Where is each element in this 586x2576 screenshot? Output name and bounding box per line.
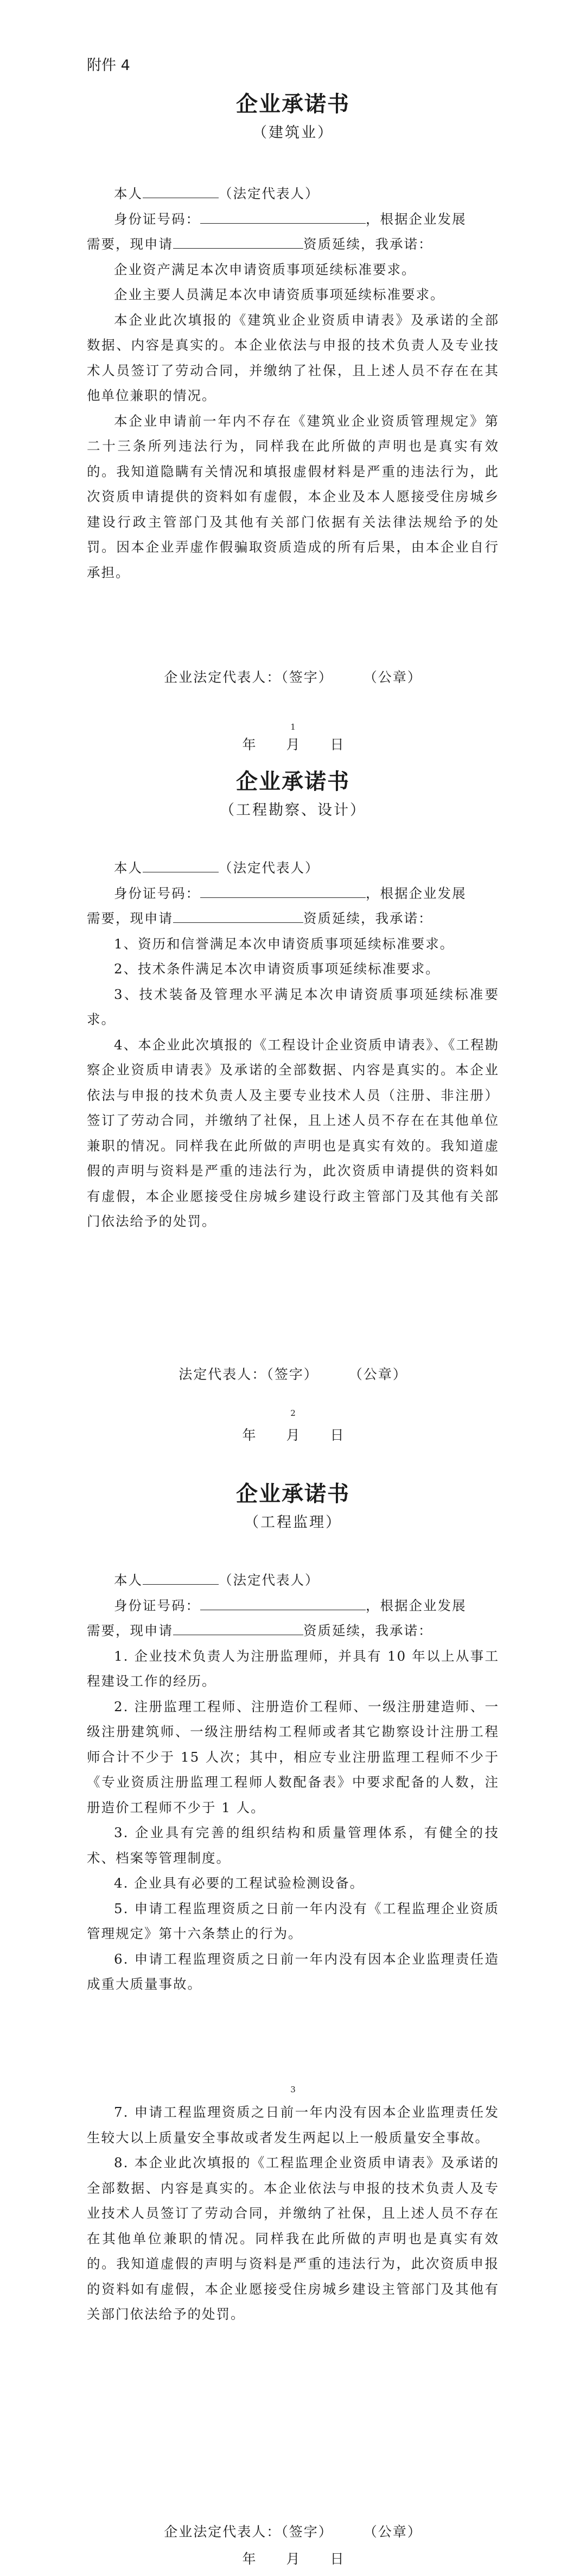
commitment-paragraph: 企业资产满足本次申请资质事项延续标准要求。 [114,261,416,277]
application-line: 需要，现申请 资质延续，我承诺： [87,232,499,257]
page-number: 3 [290,2085,296,2094]
id-number-blank [200,209,366,224]
commitment-item: 8. 本企业此次填报的《工程监理企业资质申请表》及承诺的全部数据、内容是真实的。本企业依法与申报的技术负责人及专业技术人员签订了劳动合同，并缴纳了社保，且上述人员不存在在其他单位兼职的情况。同样我在此所做的声明也是真实有效的。我知道虚假的声明与资料是严重的违法行为，此次资质申报的资料如有虚假，本企业愿接受住房城乡建设主管部门及其他有关部门依法给予的处罚。 [87,2155,499,2322]
signature-line: 企业法定代表人：（签字） （公章） [164,2524,422,2540]
signature-line: 企业法定代表人：（签字） （公章） [164,669,422,685]
commitment-paragraph: 本企业申请前一年内不存在《建筑业企业资质管理规定》第二十三条所列违法行为，同样我在此所做的声明也是真实有效的。我知道隐瞒有关情况和填报虚假材料是严重的违法行为，此次资质申请提供的资料如有虚假，本企业及本人愿接受住房城乡建设行政主管部门及其他有关部门依据有关法律法规给予的处罚。因本企业弄虚作假骗取资质造成的所有后果，由本企业自行承担。 [87,413,499,580]
letter-subtitle: （建筑业） [252,124,334,141]
representative-line: 本人 （法定代表人） [87,856,499,881]
name-blank [143,183,219,198]
letter-title: 企业承诺书 [236,769,350,794]
commitment-item: 7. 申请工程监理资质之日前一年内没有因本企业监理责任发生较大以上质量安全事故或者发生两起以上一般质量安全事故。 [87,2104,499,2145]
letter-subtitle: （工程勘察、设计） [220,802,366,819]
letter-body-continued [87,2100,499,2327]
commitment-item: 3、技术装备及管理水平满足本次申请资质事项延续标准要求。 [87,986,499,1027]
commitment-item: 5. 申请工程监理资质之日前一年内没有《工程监理企业资质管理规定》第十六条禁止的行为。 [87,1900,499,1941]
commitment-item: 3. 企业具有完善的组织结构和质量管理体系，有健全的技术、档案等管理制度。 [87,1825,499,1866]
application-line: 需要，现申请 资质延续，我承诺： [87,1618,499,1644]
page-number: 1 [290,722,296,732]
date-line: 年 月 日 [242,1427,344,1443]
attachment-label: 附件 4 [87,57,130,74]
commitment-item: 1. 企业技术负责人为注册监理师，并具有 10 年以上从事工程建设工作的经历。 [87,1648,499,1689]
qualification-blank [173,908,303,923]
commitment-paragraph: 企业主要人员满足本次申请资质事项延续标准要求。 [114,287,445,302]
letter-title: 企业承诺书 [236,1481,350,1507]
signature-line: 法定代表人：（签字） （公章） [179,1366,407,1382]
name-blank [143,858,219,872]
representative-line: 本人 （法定代表人） [87,181,499,207]
qualification-blank [173,234,303,249]
letter-body [87,1568,499,1997]
commitment-item: 2、技术条件满足本次申请资质事项延续标准要求。 [114,961,440,977]
commitment-item: 4、本企业此次填报的《工程设计企业资质申请表》、《工程勘察企业资质申请表》及承诺的全部数据、内容是真实的。本企业依法与申报的技术负责人及主要专业技术人员（注册、非注册）签订了劳动合同，并缴纳了社保，且上述人员不存在在其他单位兼职的情况。同样我在此所做的声明也是真实有效的。我知道虚假的声明与资料是严重的违法行为，此次资质申请提供的资料如有虚假，本企业愿接受住房城乡建设行政主管部门及其他有关部门依法给予的处罚。 [87,1036,499,1229]
qualification-blank [173,1621,303,1635]
id-number-line: 身份证号码： ，根据企业发展 [87,1593,499,1619]
commitment-item: 6. 申请工程监理资质之日前一年内没有因本企业监理责任造成重大质量事故。 [87,1951,499,1992]
id-number-blank [200,1596,366,1610]
commitment-item: 4. 企业具有必要的工程试验检测设备。 [114,1875,365,1891]
name-blank [143,1570,219,1585]
representative-line: 本人 （法定代表人） [87,1568,499,1593]
id-number-line: 身份证号码： ，根据企业发展 [87,207,499,232]
id-number-blank [200,883,366,898]
page-number: 2 [290,1408,296,1418]
commitment-paragraph: 本企业此次填报的《建筑业企业资质申请表》及承诺的全部数据、内容是真实的。本企业依法与申报的技术负责人及专业技术人员签订了劳动合同，并缴纳了社保，且上述人员不存在在其他单位兼职的情况。 [87,312,499,403]
letter-body [87,856,499,1235]
letter-title: 企业承诺书 [236,91,350,117]
date-line: 年 月 日 [242,737,344,752]
commitment-item: 2. 注册监理工程师、注册造价工程师、一级注册建造师、一级注册建筑师、一级注册结构工程师或者其它勘察设计注册工程师合计不少于 15 人次；其中，相应专业注册监理工程师不少于《专业资质注册监理工程师人数配备表》中要求配备的人数，注册造价工程师不少于 1 人。 [87,1698,499,1815]
letter-body [87,181,499,585]
date-line: 年 月 日 [242,2551,344,2567]
application-line: 需要，现申请 资质延续，我承诺： [87,906,499,932]
letter-subtitle: （工程监理） [244,1514,342,1531]
id-number-line: 身份证号码： ，根据企业发展 [87,881,499,907]
commitment-item: 1、资历和信誉满足本次申请资质事项延续标准要求。 [114,935,455,952]
